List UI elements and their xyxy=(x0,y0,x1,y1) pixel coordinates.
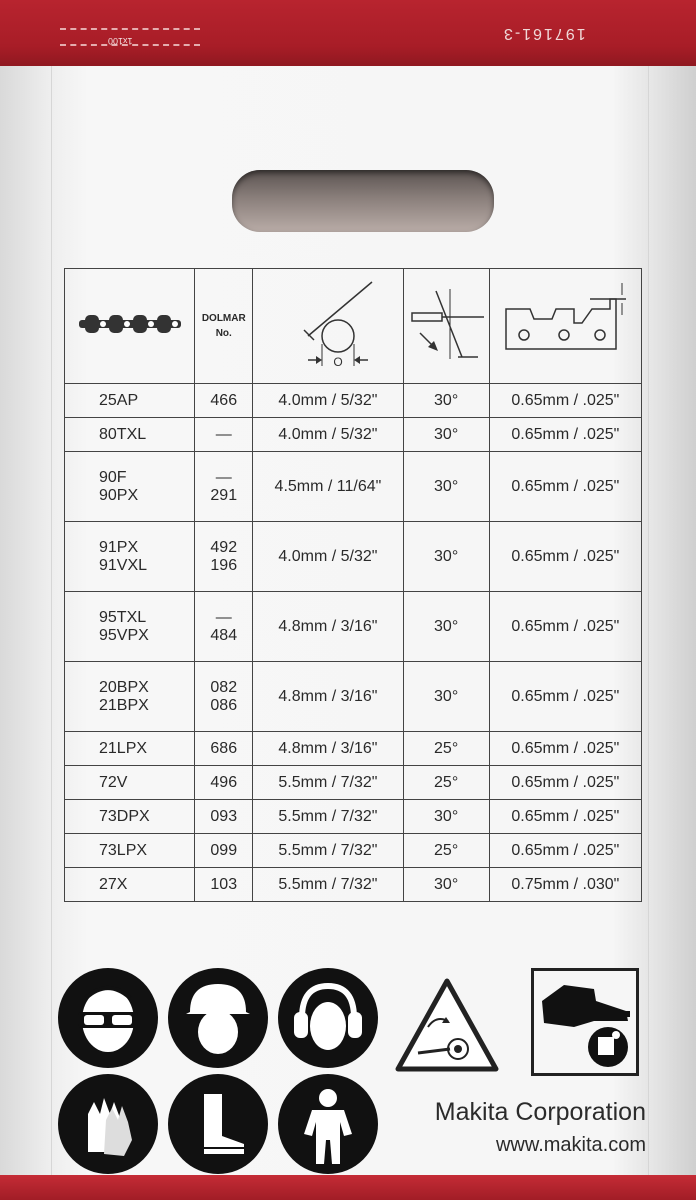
box-right-side xyxy=(648,0,696,1200)
model-cell-value: 20BPX xyxy=(99,678,149,696)
table-row xyxy=(65,868,642,902)
depth-gauge-cell: 0.65mm / .025" xyxy=(489,766,641,800)
dolmar-cell-value: 196 xyxy=(210,556,238,574)
file-diameter-header xyxy=(253,269,403,384)
dolmar-header xyxy=(195,269,253,384)
dolmar-cell-value: 492 xyxy=(210,538,238,556)
angle-cell: 30° xyxy=(403,452,489,522)
model-cell-value: 73DPX xyxy=(99,807,150,825)
depth-gauge-cell: 0.75mm / .030" xyxy=(489,868,641,902)
specification-table xyxy=(64,268,642,902)
dolmar-cell-value: — xyxy=(215,468,232,486)
depth-gauge-cell: 0.65mm / .025" xyxy=(489,834,641,868)
dolmar-cell xyxy=(195,800,253,834)
dolmar-cell-value: 466 xyxy=(210,391,238,409)
angle-cell: 30° xyxy=(403,418,489,452)
model-cell xyxy=(65,522,195,592)
table-row xyxy=(65,522,642,592)
chain-header xyxy=(65,269,195,384)
dolmar-cell-value: — xyxy=(215,425,232,443)
model-cell-value: 72V xyxy=(99,773,128,791)
table-row xyxy=(65,662,642,732)
angle-header xyxy=(403,269,489,384)
angle-cell: 25° xyxy=(403,732,489,766)
table-row xyxy=(65,766,642,800)
model-cell xyxy=(65,418,195,452)
file-size-cell: 4.0mm / 5/32" xyxy=(253,522,403,592)
model-cell-value: 95TXL xyxy=(99,608,147,626)
table-row xyxy=(65,732,642,766)
depth-gauge-cell: 0.65mm / .025" xyxy=(489,384,641,418)
dolmar-cell-value: 484 xyxy=(210,626,238,644)
angle-cell: 30° xyxy=(403,800,489,834)
file-size-cell: 4.0mm / 5/32" xyxy=(253,418,403,452)
dolmar-cell-value: 496 xyxy=(210,773,238,791)
file-size-cell: 5.5mm / 7/32" xyxy=(253,800,403,834)
saw-chain-icon xyxy=(75,309,185,339)
angle-cell: 25° xyxy=(403,834,489,868)
dolmar-cell xyxy=(195,732,253,766)
box-left-side xyxy=(0,0,52,1200)
dolmar-cell-value: 103 xyxy=(210,875,238,893)
ear-protection-icon xyxy=(278,968,378,1068)
dolmar-cell-value: — xyxy=(215,608,232,626)
depth-gauge-cell: 0.65mm / .025" xyxy=(489,418,641,452)
dolmar-cell xyxy=(195,592,253,662)
depth-gauge-cell: 0.65mm / .025" xyxy=(489,452,641,522)
table-row xyxy=(65,384,642,418)
model-cell-value: 21BPX xyxy=(99,696,149,714)
hang-hole xyxy=(232,170,494,232)
file-size-cell: 4.0mm / 5/32" xyxy=(253,384,403,418)
company-url[interactable]: www.makita.com xyxy=(495,1134,646,1156)
table-row xyxy=(65,452,642,522)
dolmar-cell xyxy=(195,662,253,732)
dolmar-cell xyxy=(195,868,253,902)
top-flap-sub-label: 1x100 xyxy=(108,36,133,46)
file-size-symbol: O xyxy=(333,354,343,369)
file-size-cell: 5.5mm / 7/32" xyxy=(253,766,403,800)
angle-cell: 30° xyxy=(403,662,489,732)
model-cell-value: 91PX xyxy=(99,538,139,556)
dolmar-cell xyxy=(195,522,253,592)
model-cell xyxy=(65,868,195,902)
eye-protection-icon xyxy=(58,968,158,1068)
dolmar-cell xyxy=(195,452,253,522)
model-cell xyxy=(65,766,195,800)
dolmar-cell xyxy=(195,834,253,868)
model-cell xyxy=(65,452,195,522)
top-flap-code: 197161-3 xyxy=(502,25,586,42)
model-cell xyxy=(65,800,195,834)
model-cell-value: 80TXL xyxy=(99,425,147,443)
file-size-cell: 5.5mm / 7/32" xyxy=(253,868,403,902)
dolmar-header-line1: DOLMAR xyxy=(201,313,246,324)
filing-angle-icon xyxy=(406,279,486,369)
model-cell-value: 21LPX xyxy=(99,739,148,757)
angle-cell: 30° xyxy=(403,522,489,592)
hard-hat-icon xyxy=(168,968,268,1068)
model-cell-value: 95VPX xyxy=(99,626,149,644)
model-cell xyxy=(65,592,195,662)
dolmar-cell xyxy=(195,766,253,800)
dolmar-cell-value: 291 xyxy=(210,486,238,504)
table-row xyxy=(65,834,642,868)
gloves-icon xyxy=(58,1074,158,1174)
depth-gauge-cell: 0.65mm / .025" xyxy=(489,522,641,592)
table-row xyxy=(65,592,642,662)
bottom-red-strip xyxy=(0,1175,696,1200)
depth-gauge-header xyxy=(489,269,641,384)
kickback-warning-icon xyxy=(392,975,502,1075)
model-cell-value: 91VXL xyxy=(99,556,148,574)
file-size-cell: 5.5mm / 7/32" xyxy=(253,834,403,868)
depth-gauge-cell: 0.65mm / .025" xyxy=(489,732,641,766)
dolmar-cell-value: 093 xyxy=(210,807,238,825)
table-row xyxy=(65,800,642,834)
dolmar-cell-value: 086 xyxy=(210,696,238,714)
dolmar-cell-value: 686 xyxy=(210,739,238,757)
model-cell-value: 25AP xyxy=(99,391,139,409)
dolmar-header-line2: No. xyxy=(215,328,232,339)
depth-gauge-icon xyxy=(500,279,630,369)
angle-cell: 30° xyxy=(403,592,489,662)
top-flap xyxy=(0,0,696,66)
table-row xyxy=(65,418,642,452)
angle-cell: 30° xyxy=(403,384,489,418)
model-cell xyxy=(65,662,195,732)
angle-cell: 30° xyxy=(403,868,489,902)
model-cell xyxy=(65,384,195,418)
model-cell-value: 90F xyxy=(99,468,127,486)
model-cell xyxy=(65,732,195,766)
protective-clothing-icon xyxy=(278,1074,378,1174)
safety-boots-icon xyxy=(168,1074,268,1174)
model-cell-value: 73LPX xyxy=(99,841,148,859)
company-name: Makita Corporation xyxy=(434,1098,646,1126)
dolmar-cell xyxy=(195,384,253,418)
dolmar-cell-value: 099 xyxy=(210,841,238,859)
round-file-icon xyxy=(268,274,388,374)
file-size-cell: 4.8mm / 3/16" xyxy=(253,592,403,662)
model-cell xyxy=(65,834,195,868)
file-size-cell: 4.8mm / 3/16" xyxy=(253,732,403,766)
dolmar-cell xyxy=(195,418,253,452)
dolmar-cell-value: 082 xyxy=(210,678,238,696)
depth-gauge-cell: 0.65mm / .025" xyxy=(489,800,641,834)
table-header-row xyxy=(65,269,642,384)
depth-gauge-cell: 0.65mm / .025" xyxy=(489,662,641,732)
model-cell-value: 27X xyxy=(99,875,128,893)
read-manual-pictogram xyxy=(531,968,639,1076)
angle-cell: 25° xyxy=(403,766,489,800)
file-size-cell: 4.5mm / 11/64" xyxy=(253,452,403,522)
file-size-cell: 4.8mm / 3/16" xyxy=(253,662,403,732)
model-cell-value: 90PX xyxy=(99,486,139,504)
depth-gauge-cell: 0.65mm / .025" xyxy=(489,592,641,662)
